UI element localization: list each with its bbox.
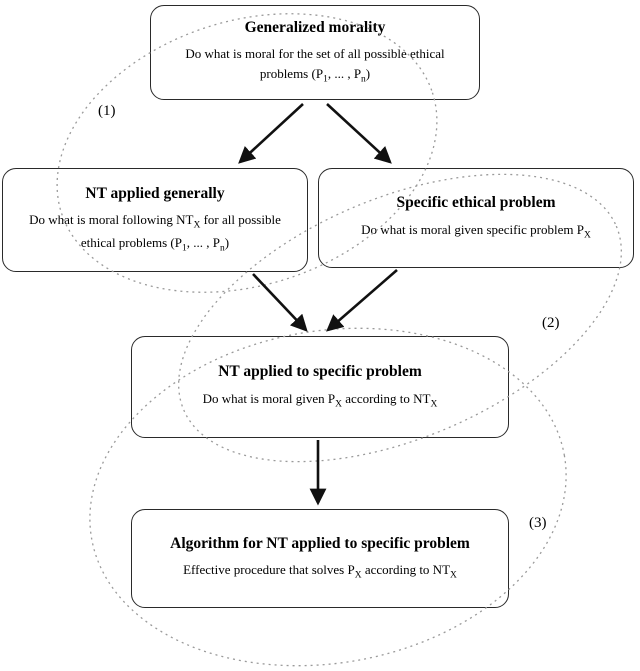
group-label-1: (1) [98,103,116,119]
node-title: NT applied generally [85,184,225,202]
arrow-generalized-to-specific [327,104,390,162]
node-body: Do what is moral given specific problem $P_X$ [361,221,591,241]
node-generalized-morality [150,5,480,100]
node-title: Algorithm for NT applied to specific problem [170,534,470,552]
node-body: Effective procedure that solves $P_X$ according to $NT_X$ [183,562,457,581]
node-nt-applied-to-specific-problem [131,336,509,438]
group-label-3: (3) [529,515,547,531]
node-specific-ethical-problem [318,168,634,268]
node-title: Specific ethical problem [396,194,556,212]
node-nt-applied-generally [2,168,308,272]
group-label-2: (2) [542,315,560,331]
node-title: NT applied to specific problem [218,363,422,381]
node-body: Do what is moral following $NT_X$ for all possible ethical problems ($P_1$, ... , $P_n$) [29,211,281,254]
arrow-specific-to-ntspecific [328,270,397,330]
node-title: Generalized morality [244,18,386,36]
arrow-general-to-ntspecific [253,274,306,330]
node-body: Do what is moral for the set of all possible ethical problems ($P_1$, ... , $P_n$) [185,45,445,85]
node-algorithm-for-nt [131,509,509,608]
arrow-generalized-to-general [240,104,303,162]
node-body: Do what is moral given $P_X$ according to $NT_X$ [202,390,438,410]
